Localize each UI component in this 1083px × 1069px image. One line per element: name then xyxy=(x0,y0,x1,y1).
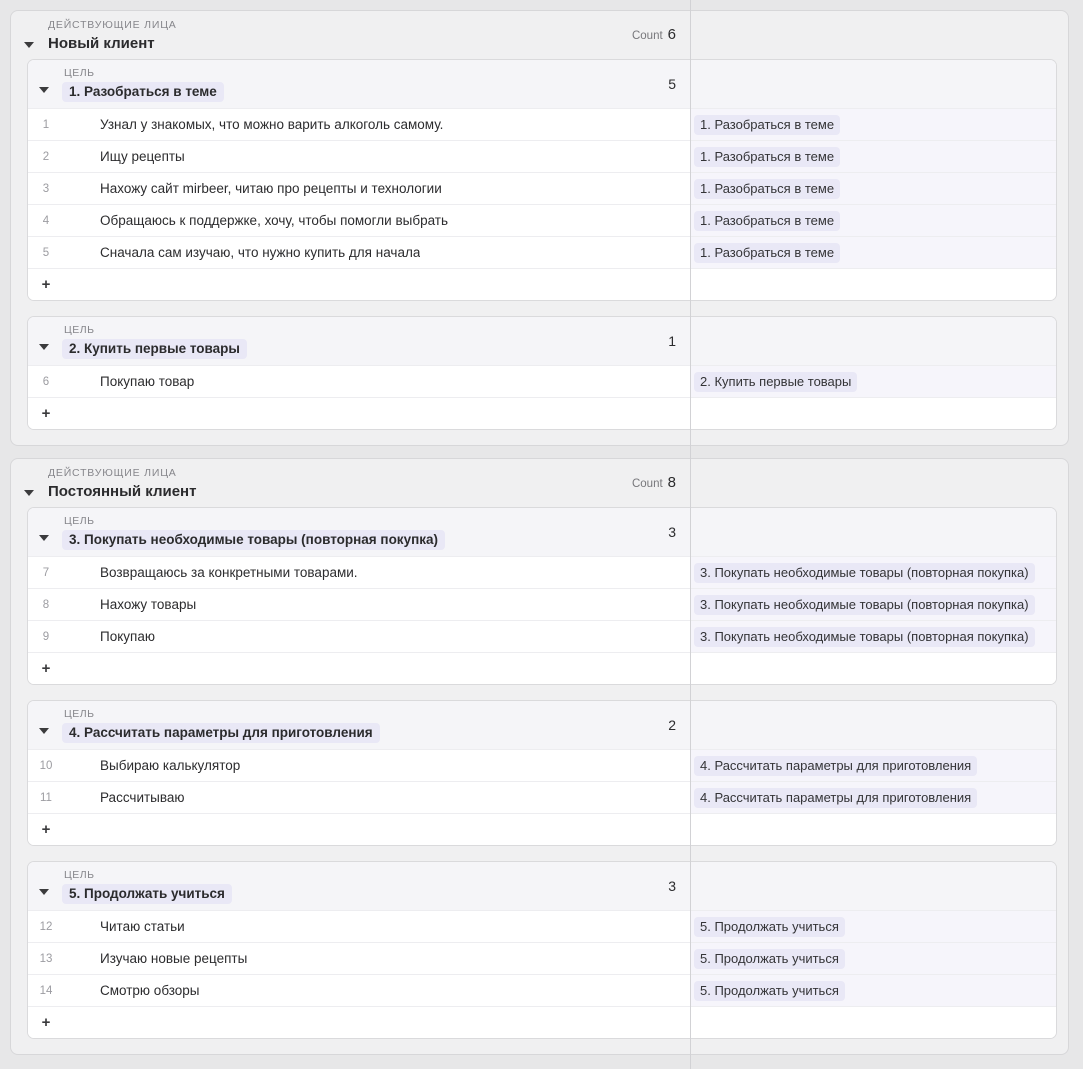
rows-container xyxy=(28,556,1056,652)
goal-subgroup xyxy=(27,507,1057,685)
subgroup-field-label: ЦЕЛЬ xyxy=(64,67,95,79)
subgroup-field-label: ЦЕЛЬ xyxy=(64,708,95,720)
record-text: Читаю статьи xyxy=(100,919,185,934)
group-count-value: 6 xyxy=(667,26,676,43)
record-row[interactable] xyxy=(28,749,1056,781)
group-count-label: Count xyxy=(631,30,663,42)
group-header[interactable] xyxy=(11,459,1068,507)
subgroup-count-value: 2 xyxy=(668,717,676,733)
subgroup-value-pill: 2. Купить первые товары xyxy=(62,339,247,359)
subgroup-value-pill: 1. Разобраться в теме xyxy=(62,82,224,102)
add-record-icon[interactable]: + xyxy=(41,660,51,677)
add-record-goal-cell[interactable] xyxy=(690,1007,1056,1038)
row-number: 10 xyxy=(39,759,53,772)
record-row[interactable] xyxy=(28,620,1056,652)
record-primary-cell[interactable] xyxy=(28,173,690,204)
goal-pill[interactable]: 4. Рассчитать параметры для приготовления xyxy=(694,756,977,776)
subgroup-count-value: 3 xyxy=(668,878,676,894)
persona-group xyxy=(10,458,1069,1055)
row-number: 2 xyxy=(42,150,50,163)
subgroup-value-pill: 4. Рассчитать параметры для приготовления xyxy=(62,723,380,743)
record-primary-cell[interactable] xyxy=(28,589,690,620)
group-count-value: 8 xyxy=(667,474,676,491)
rows-container xyxy=(28,910,1056,1006)
group-count-label: Count xyxy=(631,478,663,490)
record-text: Обращаюсь к поддержке, хочу, чтобы помогли выбрать xyxy=(100,213,449,228)
subgroup-count-value: 1 xyxy=(668,333,676,349)
add-record-cell[interactable] xyxy=(28,1007,690,1038)
record-primary-cell[interactable] xyxy=(28,205,690,236)
group-field-label: ДЕЙСТВУЮЩИЕ ЛИЦА xyxy=(48,467,177,479)
goal-subgroup xyxy=(27,861,1057,1039)
add-record-cell[interactable] xyxy=(28,269,690,300)
record-text: Узнал у знакомых, что можно варить алкоголь самому. xyxy=(100,117,444,132)
record-text: Покупаю xyxy=(100,629,155,644)
record-text: Изучаю новые рецепты xyxy=(100,951,248,966)
goal-cell[interactable] xyxy=(690,975,1056,1006)
subgroups-container xyxy=(11,59,1068,430)
goal-cell[interactable] xyxy=(690,557,1056,588)
group-header[interactable] xyxy=(11,11,1068,59)
record-row[interactable] xyxy=(28,365,1056,397)
goal-cell[interactable] xyxy=(690,911,1056,942)
add-record-row[interactable] xyxy=(28,813,1056,845)
record-text: Рассчитываю xyxy=(100,790,185,805)
goal-pill[interactable]: 3. Покупать необходимые товары (повторная покупка) xyxy=(694,563,1035,583)
record-text: Ищу рецепты xyxy=(100,149,185,164)
goal-cell[interactable] xyxy=(690,366,1056,397)
record-row[interactable] xyxy=(28,204,1056,236)
record-row[interactable] xyxy=(28,108,1056,140)
add-record-icon[interactable]: + xyxy=(41,821,51,838)
group-count xyxy=(11,459,676,507)
add-record-cell[interactable] xyxy=(28,653,690,684)
goal-cell[interactable] xyxy=(690,782,1056,813)
record-primary-cell[interactable] xyxy=(28,366,690,397)
row-number: 13 xyxy=(39,952,53,965)
add-record-row[interactable] xyxy=(28,397,1056,429)
record-primary-cell[interactable] xyxy=(28,109,690,140)
goal-pill[interactable]: 2. Купить первые товары xyxy=(694,372,857,392)
row-number: 7 xyxy=(42,566,50,579)
row-number: 11 xyxy=(40,791,52,804)
record-primary-cell[interactable] xyxy=(28,911,690,942)
record-primary-cell[interactable] xyxy=(28,943,690,974)
subgroup-count-value: 5 xyxy=(668,76,676,92)
record-row[interactable] xyxy=(28,781,1056,813)
goal-subgroup xyxy=(27,316,1057,430)
goal-cell[interactable] xyxy=(690,943,1056,974)
row-number: 4 xyxy=(42,214,50,227)
record-primary-cell[interactable] xyxy=(28,975,690,1006)
add-record-row[interactable] xyxy=(28,652,1056,684)
add-record-goal-cell[interactable] xyxy=(690,653,1056,684)
goal-cell[interactable] xyxy=(690,621,1056,652)
goal-pill[interactable]: 1. Разобраться в теме xyxy=(694,147,840,167)
subgroup-header[interactable] xyxy=(28,60,1056,108)
goal-pill[interactable]: 1. Разобраться в теме xyxy=(694,243,840,263)
record-text: Возвращаюсь за конкретными товарами. xyxy=(100,565,358,580)
subgroup-field-label: ЦЕЛЬ xyxy=(64,869,95,881)
goal-pill[interactable]: 4. Рассчитать параметры для приготовления xyxy=(694,788,977,808)
groups-container xyxy=(0,10,1083,1055)
record-row[interactable] xyxy=(28,942,1056,974)
record-primary-cell[interactable] xyxy=(28,621,690,652)
add-record-goal-cell[interactable] xyxy=(690,398,1056,429)
group-value: Постоянный клиент xyxy=(48,483,197,500)
add-record-icon[interactable]: + xyxy=(41,405,51,422)
record-row[interactable] xyxy=(28,588,1056,620)
goal-pill[interactable]: 3. Покупать необходимые товары (повторная покупка) xyxy=(694,627,1035,647)
goal-pill[interactable]: 1. Разобраться в теме xyxy=(694,115,840,135)
record-text: Нахожу сайт mirbeer, читаю про рецепты и технологии xyxy=(100,181,442,196)
add-record-goal-cell[interactable] xyxy=(690,269,1056,300)
row-number: 8 xyxy=(42,598,50,611)
row-number: 1 xyxy=(42,118,50,131)
goal-pill[interactable]: 3. Покупать необходимые товары (повторная покупка) xyxy=(694,595,1035,615)
goal-cell[interactable] xyxy=(690,141,1056,172)
rows-container xyxy=(28,365,1056,397)
record-text: Нахожу товары xyxy=(100,597,197,612)
goal-cell[interactable] xyxy=(690,237,1056,268)
goal-pill[interactable]: 5. Продолжать учиться xyxy=(694,981,845,1001)
record-text: Покупаю товар xyxy=(100,374,195,389)
record-row[interactable] xyxy=(28,974,1056,1006)
rows-container xyxy=(28,108,1056,268)
goal-pill[interactable]: 5. Продолжать учиться xyxy=(694,917,845,937)
record-primary-cell[interactable] xyxy=(28,141,690,172)
row-number: 12 xyxy=(39,920,53,933)
group-count xyxy=(11,11,676,59)
record-primary-cell[interactable] xyxy=(28,557,690,588)
add-record-icon[interactable]: + xyxy=(41,276,51,293)
record-row[interactable] xyxy=(28,910,1056,942)
add-record-row[interactable] xyxy=(28,268,1056,300)
rows-container xyxy=(28,749,1056,813)
row-number: 14 xyxy=(39,984,53,997)
add-record-icon[interactable]: + xyxy=(41,1014,51,1031)
row-number: 9 xyxy=(42,630,50,643)
goal-cell[interactable] xyxy=(690,109,1056,140)
subgroup-value-pill: 5. Продолжать учиться xyxy=(62,884,232,904)
subgroups-container xyxy=(11,507,1068,1039)
goal-pill[interactable]: 1. Разобраться в теме xyxy=(694,211,840,231)
row-number: 5 xyxy=(42,246,50,259)
add-record-cell[interactable] xyxy=(28,398,690,429)
record-primary-cell[interactable] xyxy=(28,750,690,781)
add-record-cell[interactable] xyxy=(28,814,690,845)
goal-cell[interactable] xyxy=(690,750,1056,781)
record-primary-cell[interactable] xyxy=(28,237,690,268)
goal-subgroup xyxy=(27,59,1057,301)
subgroup-header[interactable] xyxy=(28,317,1056,365)
goal-cell[interactable] xyxy=(690,205,1056,236)
record-primary-cell[interactable] xyxy=(28,782,690,813)
subgroup-header[interactable] xyxy=(28,862,1056,910)
goal-subgroup xyxy=(27,700,1057,846)
record-row[interactable] xyxy=(28,172,1056,204)
subgroup-header[interactable] xyxy=(28,508,1056,556)
record-row[interactable] xyxy=(28,140,1056,172)
goal-cell[interactable] xyxy=(690,589,1056,620)
add-record-row[interactable] xyxy=(28,1006,1056,1038)
record-text: Выбираю калькулятор xyxy=(100,758,241,773)
group-value: Новый клиент xyxy=(48,35,155,52)
row-number: 6 xyxy=(42,375,50,388)
row-number: 3 xyxy=(42,182,50,195)
record-row[interactable] xyxy=(28,556,1056,588)
column-divider xyxy=(690,0,691,1069)
goal-cell[interactable] xyxy=(690,173,1056,204)
record-text: Сначала сам изучаю, что нужно купить для начала xyxy=(100,245,421,260)
record-row[interactable] xyxy=(28,236,1056,268)
subgroup-field-label: ЦЕЛЬ xyxy=(64,515,95,527)
subgroup-value-pill: 3. Покупать необходимые товары (повторная покупка) xyxy=(62,530,445,550)
subgroup-count-value: 3 xyxy=(668,524,676,540)
goal-pill[interactable]: 1. Разобраться в теме xyxy=(694,179,840,199)
persona-group xyxy=(10,10,1069,446)
record-text: Смотрю обзоры xyxy=(100,983,200,998)
group-field-label: ДЕЙСТВУЮЩИЕ ЛИЦА xyxy=(48,19,177,31)
add-record-goal-cell[interactable] xyxy=(690,814,1056,845)
goal-pill[interactable]: 5. Продолжать учиться xyxy=(694,949,845,969)
subgroup-header[interactable] xyxy=(28,701,1056,749)
subgroup-field-label: ЦЕЛЬ xyxy=(64,324,95,336)
